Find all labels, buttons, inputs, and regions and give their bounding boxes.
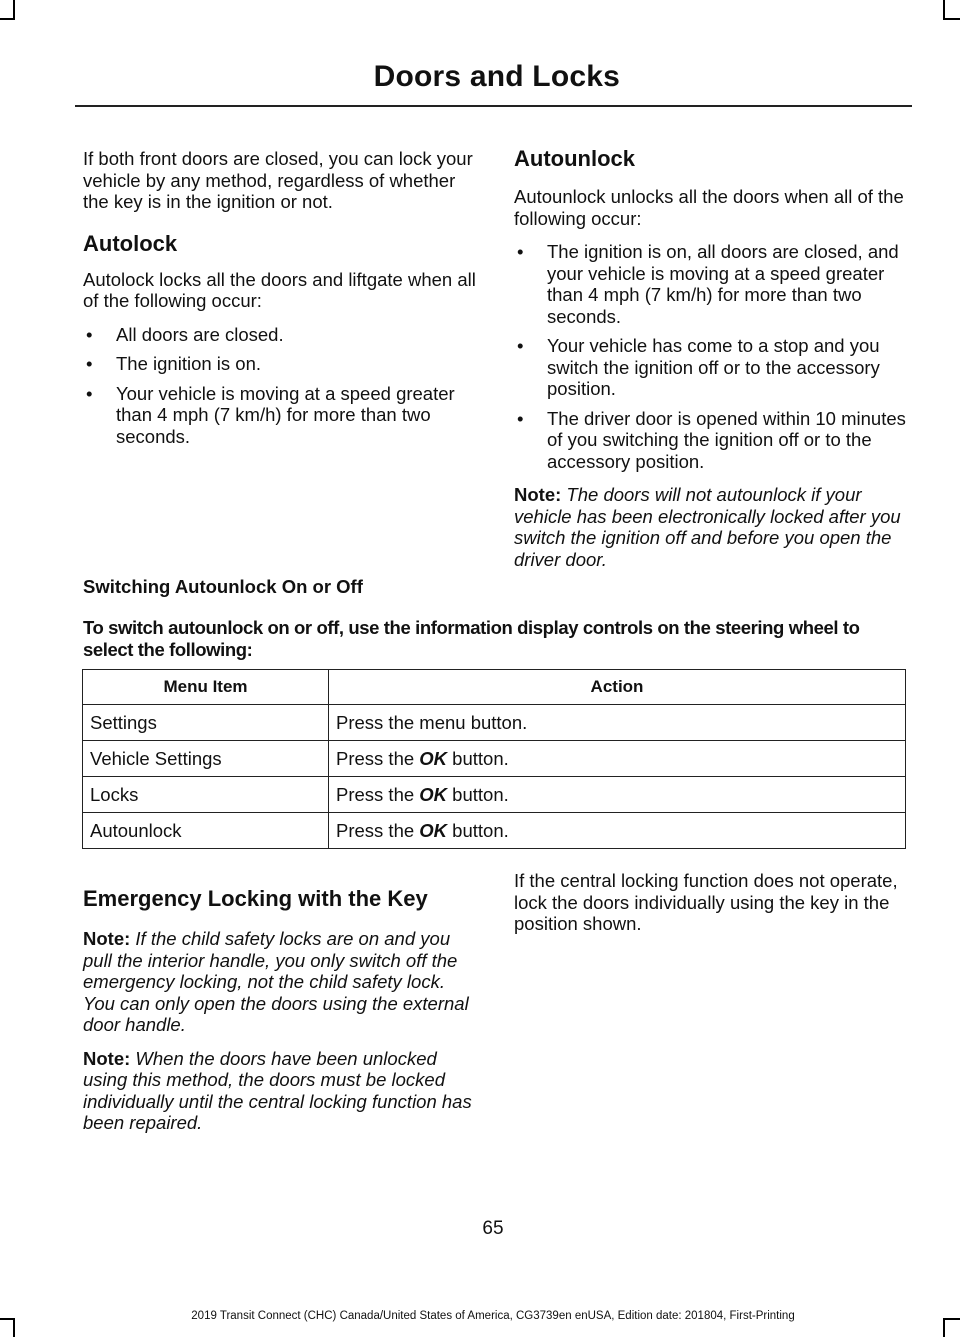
table-cell-action: Press the OK button. [329, 777, 906, 813]
crop-mark [943, 18, 960, 20]
footer-text: 2019 Transit Connect (CHC) Canada/United States of America, CG3739en enUSA, Edition date: 201804, First-Printing [191, 1310, 795, 1322]
autounlock-list [514, 241, 910, 472]
left-column-top [83, 148, 478, 459]
table-cell-item: Settings [83, 705, 329, 741]
table-row [83, 705, 906, 741]
emergency-note-2: Note: When the doors have been unlocked using this method, the doors must be locked individually until the central locking function has been repaired. [83, 1047, 472, 1133]
right-column-bottom [514, 870, 910, 947]
table-row [83, 777, 906, 813]
left-column-bottom [83, 886, 478, 1146]
list-item: • The ignition is on, all doors are closed, and your vehicle is moving at a speed greater than 4 mph (7 km/h) for more than two seconds. [517, 241, 899, 327]
table-header-row [83, 670, 906, 705]
emergency-note-1: Note: If the child safety locks are on and you pull the interior handle, you only switch off the emergency locking, not the child safety lock. You can only open the doors using the external door handle. [83, 928, 469, 1035]
autounlock-note: Note: The doors will not autounlock if your vehicle has been electronically locked after you switch the ignition off and before you open the driver door. [514, 484, 901, 570]
crop-mark [13, 0, 15, 20]
table-cell-item: Locks [83, 777, 329, 813]
table-cell-action: Press the OK button. [329, 813, 906, 849]
table-cell-action: Press the OK button. [329, 741, 906, 777]
table-row [83, 813, 906, 849]
emergency-heading: Emergency Locking with the Key [83, 886, 428, 911]
list-item: • Your vehicle has come to a stop and you switch the ignition off or to the accessory position. [517, 335, 880, 399]
list-item: • The ignition is on. [86, 353, 262, 374]
switching-heading: Switching Autounlock On or Off [83, 576, 363, 597]
central-locking-text: If the central locking function does not operate, lock the doors individually using the key in the position shown. [514, 870, 898, 934]
right-column-top [514, 146, 910, 582]
table-cell-action: Press the menu button. [329, 705, 906, 741]
autounlock-heading: Autounlock [514, 146, 635, 171]
autolock-text: Autolock locks all the doors and liftgate when all of the following occur: [83, 268, 476, 311]
table-cell-item: Vehicle Settings [83, 741, 329, 777]
page-title: Doors and Locks [373, 60, 620, 93]
header-divider [75, 105, 912, 107]
list-item: • The driver door is opened within 10 minutes of you switching the ignition off or to the accessory position. [517, 407, 906, 472]
autounlock-text: Autounlock unlocks all the doors when all of the following occur: [514, 186, 904, 229]
autolock-heading: Autolock [83, 230, 178, 256]
table-header-menu-item: Menu Item [83, 670, 329, 705]
table-row [83, 741, 906, 777]
menu-table [82, 669, 906, 849]
switching-instruction: To switch autounlock on or off, use the information display controls on the steering wheel to select the following: [83, 617, 860, 660]
list-item: • Your vehicle is moving at a speed greater than 4 mph (7 km/h) for more than two seconds. [86, 382, 455, 447]
crop-mark [943, 0, 945, 20]
table-header-action: Action [329, 670, 906, 705]
crop-mark [0, 18, 15, 20]
table-cell-item: Autounlock [83, 813, 329, 849]
intro-paragraph: If both front doors are closed, you can lock your vehicle by any method, regardless of whether the key is in the ignition or not. [83, 148, 473, 212]
list-item: • All doors are closed. [86, 323, 284, 345]
page-number: 65 [482, 1218, 504, 1239]
autolock-list [83, 324, 478, 448]
